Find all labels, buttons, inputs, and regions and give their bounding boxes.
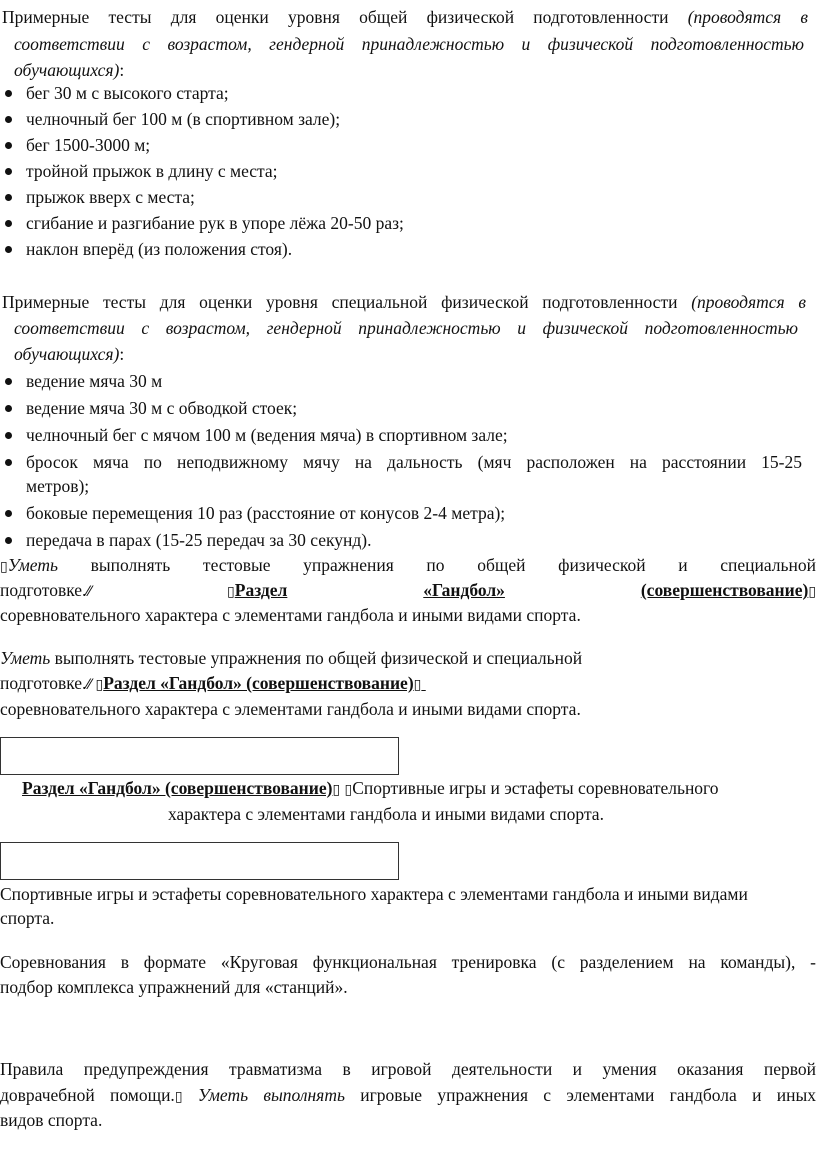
bullet-icon [5, 194, 12, 201]
slash-glyph-icon: ⁄⁄ [86, 584, 92, 600]
empty-frame [0, 737, 399, 775]
bullet-icon [5, 459, 12, 466]
section1-intro-line3: обучающихся): [14, 60, 125, 80]
section2-intro-line3: обучающихся): [14, 344, 125, 364]
section1-intro-line1 [2, 5, 808, 29]
bullet-icon [5, 432, 12, 439]
section1-intro-normal: Примерные тесты для оценки уровня общей физической подготовленности [2, 7, 669, 27]
block4-line2: спорта. [0, 908, 55, 928]
missing-glyph-icon: ▯ [95, 677, 104, 693]
bullet-icon [5, 168, 12, 175]
block2-line3: соревновательного характера с элементами гандбола и иными видами спорта. [0, 699, 581, 719]
bullet-icon [5, 142, 12, 149]
slash-glyph-icon: ⁄⁄ [86, 677, 92, 693]
bullet-icon [5, 405, 12, 412]
block2-line1: Уметь выполнять тестовые упражнения по общей физической и специальной [0, 648, 583, 668]
missing-glyph-icon: ▯ [413, 677, 422, 693]
section1-intro-italic: (проводятся в [687, 7, 809, 27]
bullet-icon [5, 537, 12, 544]
bullet-icon [5, 90, 12, 97]
section2-intro-line2: соответствии с возрастом, гендерной принадлежностью и физической подготовленностью [14, 318, 798, 338]
bullet-icon [5, 246, 12, 253]
missing-glyph-icon: ▯ [808, 584, 816, 600]
block1-line3: соревновательного характера с элементами гандбола и иными видами спорта. [0, 605, 581, 625]
bullet-icon [5, 220, 12, 227]
block5-line2: подбор комплекса упражнений для «станций». [0, 977, 348, 997]
block6-line1: Правила предупреждения травматизма в игровой деятельности и умения оказания первой [0, 1059, 816, 1079]
bullet-icon [5, 378, 12, 385]
missing-glyph-icon: ▯ [0, 559, 8, 575]
block5-line1: Соревнования в формате «Круговая функциональная тренировка (с разделением на команды), - [0, 952, 816, 972]
missing-glyph-icon: ▯ [174, 1089, 183, 1105]
bullet-icon [5, 510, 12, 517]
empty-frame [0, 842, 399, 880]
missing-glyph-icon: ▯ [227, 584, 235, 600]
section1-intro-line2: соответствии с возрастом, гендерной принадлежностью и физической подготовленностью [14, 34, 804, 54]
block1-line1: ▯Уметь выполнять тестовые упражнения по общей физической и специальной [0, 555, 816, 575]
missing-glyph-icon: ▯ [344, 782, 353, 798]
block3-line2: характера с элементами гандбола и иными видами спорта. [168, 804, 604, 824]
block4-line1: Спортивные игры и эстафеты соревновательного характера с элементами гандбола и иными видами [0, 884, 748, 904]
block3-line1: Раздел «Гандбол» (совершенствование)▯ ▯Спортивные игры и эстафеты соревновательного [22, 778, 719, 798]
section2-intro-line1: Примерные тесты для оценки уровня специальной физической подготовленности (проводятся в [2, 292, 807, 312]
block6-line2: доврачебной помощи.▯ Уметь выполнять игровые упражнения с элементами гандбола и иных [0, 1085, 816, 1105]
block1-line2: подготовке.⁄⁄ ▯Раздел «Гандбол» (совершенствование)▯ [0, 580, 816, 600]
bullet-icon [5, 116, 12, 123]
block2-line2: подготовке.⁄⁄ ▯Раздел «Гандбол» (совершенствование)▯ [0, 673, 422, 693]
missing-glyph-icon: ▯ [332, 782, 341, 798]
block6-line3: видов спорта. [0, 1110, 103, 1130]
